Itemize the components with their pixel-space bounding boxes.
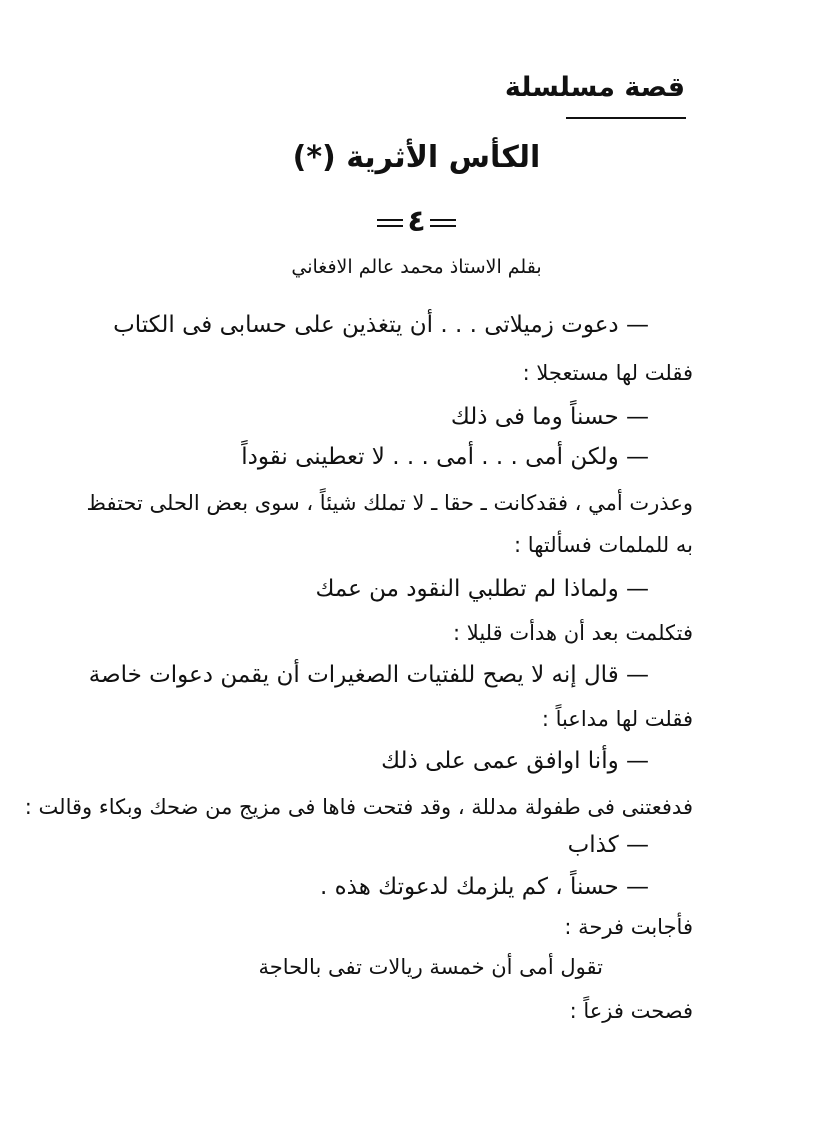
part-number [0,204,833,239]
author-byline: بقلم الاستاذ محمد عالم الافغاني [291,256,542,278]
text-line: — ولماذا لم تطلبي النقود من عمك [315,576,649,602]
part-number-value: ٤ [407,204,426,239]
text-line: فقلت لها مداعباً : [541,707,693,731]
text-line: — حسناً وما فى ذلك [450,404,649,430]
text-line: فقلت لها مستعجلا : [522,361,693,385]
text-line: فأجابت فرحة : [564,915,693,939]
text-line: فتكلمت بعد أن هدأت قليلا : [453,621,693,645]
text-line: — حسناً ، كم يلزمك لدعوتك هذه . [320,874,649,900]
text-line: — قال إنه لا يصح للفتيات الصغيرات أن يقمن دعوات خاصة [88,662,649,688]
text-line: به للملمات فسألتها : [514,533,693,557]
story-title: الكأس الأثرية (*) [292,140,541,175]
section-label: قصة مسلسلة [504,72,685,103]
section-underline [566,117,686,119]
text-line: — كذاب [567,832,649,858]
left-double-dash [377,219,403,227]
text-line: تقول أمى أن خمسة ريالات تفى بالحاجة [258,955,603,979]
text-line: فصحت فزعاً : [569,999,693,1023]
text-line: وعذرت أمي ، فقدكانت ـ حقا ـ لا تملك شيئاً ، سوى بعض الحلى تحتفظ [86,491,693,515]
text-line: — وأنا اوافق عمى على ذلك [381,748,649,774]
right-double-dash [430,219,456,227]
text-line: — ولكن أمى . . . أمى . . . لا تعطينى نقوداً [241,444,649,470]
text-line: — دعوت زميلاتى . . . أن يتغذين على حسابى فى الكتاب [113,312,649,338]
text-line: فدفعتنى فى طفولة مدللة ، وقد فتحت فاها فى مزيج من ضحك وبكاء وقالت : [24,795,693,819]
